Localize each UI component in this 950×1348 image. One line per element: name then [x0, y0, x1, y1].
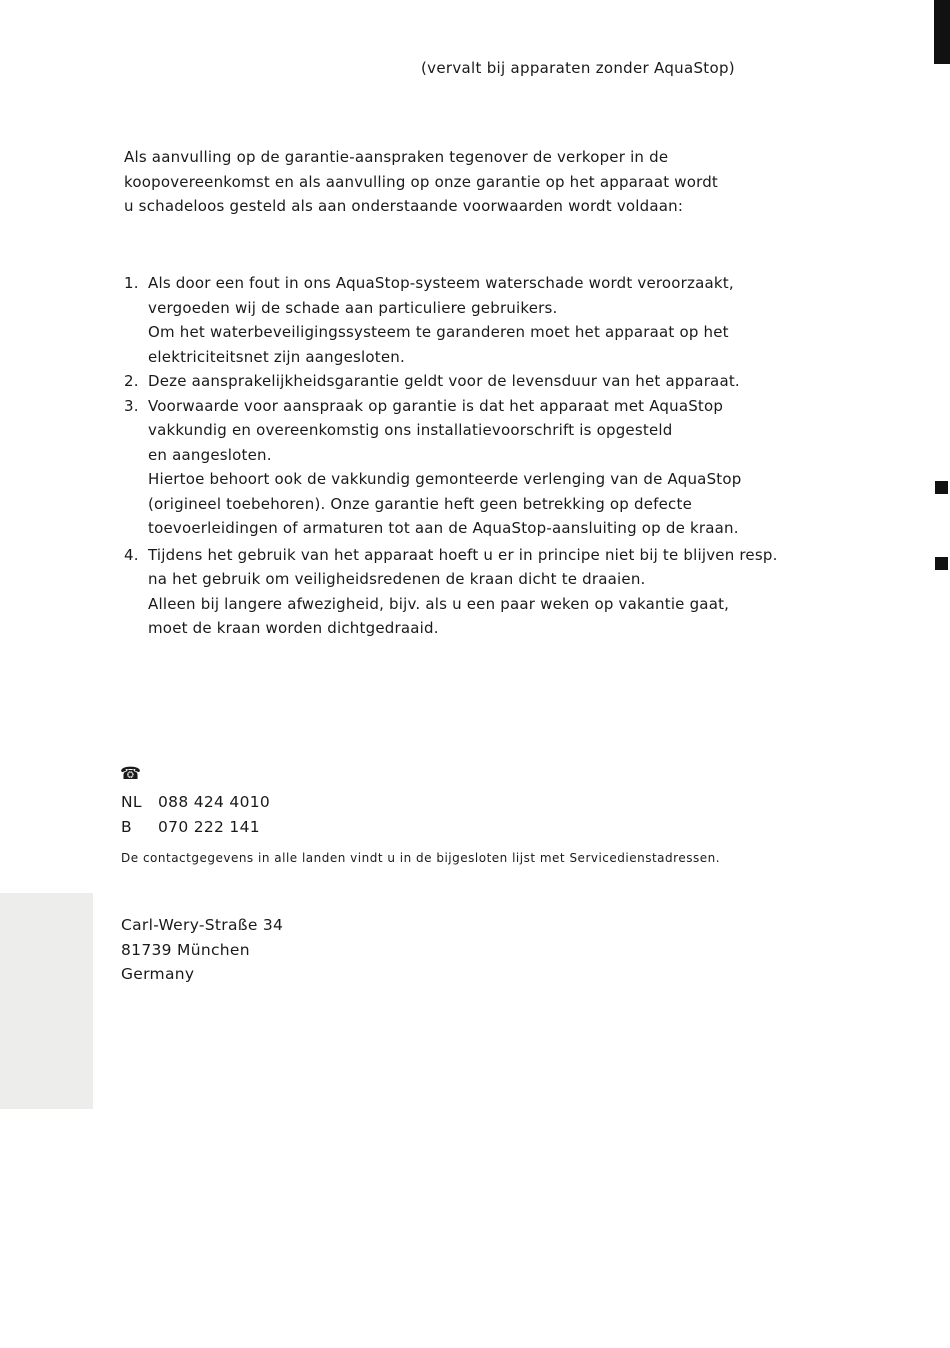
section-marker-square [935, 481, 948, 494]
country-code: NL [121, 793, 142, 811]
language-tab-marker [934, 0, 950, 64]
side-panel [0, 893, 93, 1109]
company-address [121, 913, 283, 987]
condition-item [124, 394, 804, 541]
intro-line: koopovereenkomst en als aanvulling op onze garantie op het apparaat wordt [124, 172, 719, 191]
intro-paragraph [124, 145, 804, 219]
condition-line: Als door een fout in ons AquaStop-systeem waterschade wordt veroorzaakt, [148, 274, 734, 292]
condition-line: Deze aansprakelijkheidsgarantie geldt voor de levensduur van het apparaat. [148, 372, 740, 390]
condition-number: 4. [124, 545, 139, 564]
condition-line: Voorwaarde voor aanspraak op garantie is dat het apparaat met AquaStop [148, 396, 724, 415]
condition-number: 3. [124, 396, 139, 415]
contact-row-b [121, 816, 260, 838]
condition-line: toevoerleidingen of armaturen tot aan de AquaStop-aansluiting op de kraan. [148, 519, 739, 537]
condition-line: Om het waterbeveiligingssysteem te garanderen moet het apparaat op het [148, 323, 729, 341]
condition-line: moet de kraan worden dichtgedraaid. [148, 619, 439, 637]
condition-number: 1. [124, 274, 139, 292]
condition-line: vakkundig en overeenkomstig ons installatievoorschrift is opgesteld [148, 421, 673, 439]
contact-row-nl [121, 791, 270, 813]
condition-number: 2. [124, 372, 139, 390]
condition-line: en aangesloten. [148, 445, 272, 464]
conditions-list [124, 271, 804, 641]
intro-line: u schadeloos gesteld als aan onderstaande voorwaarden wordt voldaan: [124, 197, 684, 215]
phone-number: 088 424 4010 [158, 793, 271, 811]
condition-item [124, 369, 804, 394]
contact-note: De contactgegevens in alle landen vindt u in de bijgesloten lijst met Servicedienstadressen. [121, 851, 721, 865]
address-line: 81739 München [121, 940, 250, 959]
condition-line: na het gebruik om veiligheidsredenen de kraan dicht te draaien. [148, 570, 646, 588]
condition-line: Tijdens het gebruik van het apparaat hoeft u er in principe niet bij te blijven resp. [148, 545, 778, 564]
section-subtitle: (vervalt bij apparaten zonder AquaStop) [421, 59, 735, 77]
address-line: Carl-Wery-Straße 34 [121, 916, 284, 934]
condition-line: vergoeden wij de schade aan particuliere gebruikers. [148, 298, 558, 317]
country-code: B [121, 818, 132, 836]
condition-line: Alleen bij langere afwezigheid, bijv. als u een paar weken op vakantie gaat, [148, 594, 730, 613]
section-marker-square [935, 557, 948, 570]
condition-item [124, 271, 804, 369]
condition-line: elektriciteitsnet zijn aangesloten. [148, 347, 405, 366]
condition-line: Hiertoe behoort ook de vakkundig gemonteerde verlenging van de AquaStop [148, 470, 742, 488]
address-line: Germany [121, 965, 195, 983]
condition-line: (origineel toebehoren). Onze garantie heft geen betrekking op defecte [148, 494, 693, 513]
condition-item [124, 543, 804, 641]
phone-icon: ☎ [120, 764, 142, 784]
phone-number: 070 222 141 [158, 818, 260, 836]
intro-line: Als aanvulling op de garantie-aanspraken tegenover de verkoper in de [124, 148, 669, 166]
